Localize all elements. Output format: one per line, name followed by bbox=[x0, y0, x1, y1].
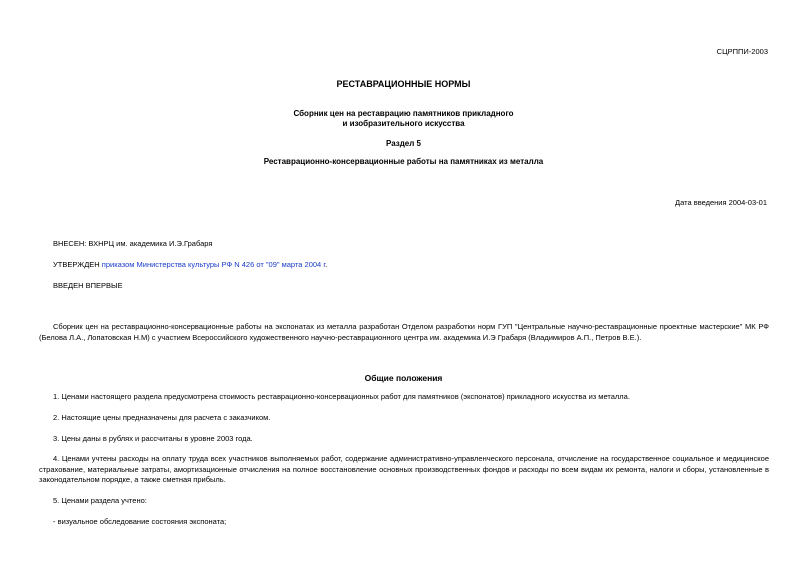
approved-order-link[interactable]: приказом Министерства культуры РФ N 426 от "09" марта 2004 г bbox=[101, 260, 326, 269]
developer-paragraph: Сборник цен на реставрационно-консервационные работы на экспонатах из металла разработан Отделом разработки норм ГУП "Центральные научно-реставрационные проектные мастерские" МК РФ (Белова Л.А., Лопатовская Н.М) с участием Всероссийского художественного научно-реставрационного центра им. академика И.Э Грабаря (Владимиров А.П., Петров В.Е.). bbox=[39, 322, 769, 342]
general-provisions-heading: Общие положения bbox=[364, 373, 443, 383]
document-title: РЕСТАВРАЦИОННЫЕ НОРМЫ bbox=[336, 79, 471, 89]
introduced-by: ВНЕСЕН: ВХНРЦ им. академика И.Э.Грабаря bbox=[53, 239, 213, 248]
list-item: 1. Ценами настоящего раздела предусмотрена стоимость реставрационно-консервационных работ для памятников (экспонатов) прикладного искусства из металла. bbox=[53, 392, 630, 401]
first-introduced: ВВЕДЕН ВПЕРВЫЕ bbox=[53, 281, 123, 290]
approved-by bbox=[53, 260, 327, 269]
list-item: 5. Ценами раздела учтено: bbox=[53, 496, 147, 505]
list-item: 4. Ценами учтены расходы на оплату труда всех участников выполняемых работ, содержание административно-управленческого персонала, отчисление на государственное социальное и медицинское страхование, материальные затраты, амортизационные отчисления на полное восстановление основных производственных фондов и расходы по всем видам их ремонта, налоги и сборы, установленные в законодательном порядке, а также сметная прибыль. bbox=[39, 454, 769, 485]
list-item: - визуальное обследование состояния экспоната; bbox=[53, 517, 227, 526]
document-subtitle bbox=[0, 109, 807, 129]
approved-suffix: . bbox=[325, 260, 328, 269]
approved-prefix: УТВЕРЖДЕН bbox=[53, 260, 102, 269]
section-label: Раздел 5 bbox=[385, 139, 422, 148]
subtitle-line-2: и изобразительного искусства bbox=[342, 119, 465, 128]
section-name: Реставрационно-консервационные работы на памятниках из металла bbox=[263, 157, 544, 166]
list-item: 2. Настоящие цены предназначены для расчета с заказчиком. bbox=[53, 413, 271, 422]
intro-date: Дата введения 2004-03-01 bbox=[675, 198, 767, 207]
document-code: СЦРППИ-2003 bbox=[716, 47, 768, 56]
subtitle-line-1: Сборник цен на реставрацию памятников прикладного bbox=[293, 109, 514, 118]
list-item: 3. Цены даны в рублях и рассчитаны в уровне 2003 года. bbox=[53, 434, 253, 443]
